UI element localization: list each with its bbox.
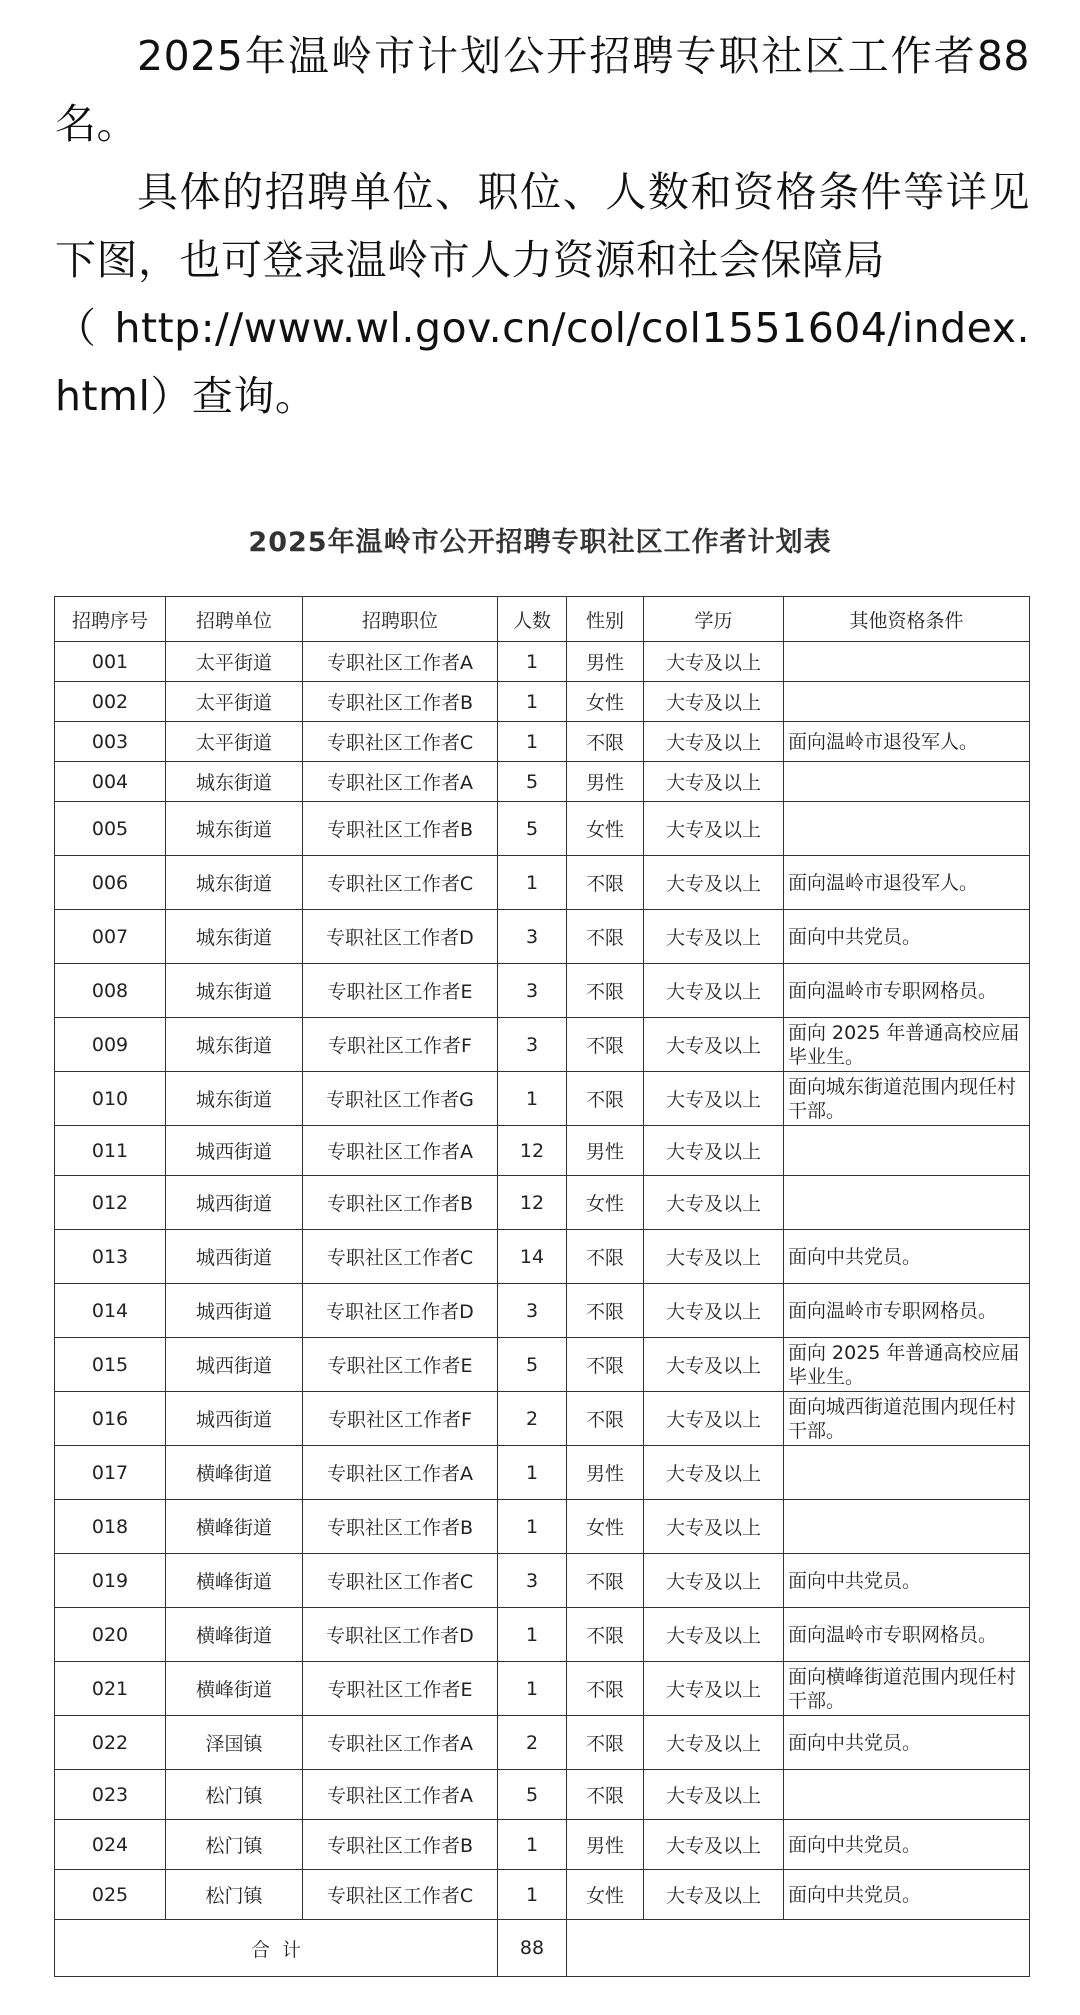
cell-count: 3	[498, 964, 567, 1018]
intro-paragraph-1: 2025年温岭市计划公开招聘专职社区工作者88名。	[55, 32, 1030, 148]
cell-count: 1	[498, 1608, 567, 1662]
header-cell-unit: 招聘单位	[166, 597, 303, 642]
cell-education: 大专及以上	[644, 1230, 784, 1284]
cell-unit: 太平街道	[166, 722, 303, 762]
table-row	[55, 722, 1030, 762]
cell-unit: 横峰街道	[166, 1446, 303, 1500]
intro-paragraph-2-text: 具体的招聘单位、职位、人数和资格条件等详见下图，也可登录温岭市人力资源和社会保障局	[55, 168, 1030, 284]
cell-unit: 横峰街道	[166, 1500, 303, 1554]
cell-other	[784, 802, 1030, 856]
table-row	[55, 1072, 1030, 1126]
cell-unit: 城西街道	[166, 1230, 303, 1284]
cell-unit: 横峰街道	[166, 1662, 303, 1716]
cell-position: 专职社区工作者E	[303, 1662, 498, 1716]
cell-education: 大专及以上	[644, 722, 784, 762]
cell-number: 014	[55, 1284, 166, 1338]
cell-education: 大专及以上	[644, 682, 784, 722]
cell-position: 专职社区工作者D	[303, 1608, 498, 1662]
header-cell-number: 招聘序号	[55, 597, 166, 642]
cell-position: 专职社区工作者F	[303, 1018, 498, 1072]
table-body	[55, 642, 1030, 1920]
cell-gender: 不限	[567, 856, 644, 910]
cell-unit: 城东街道	[166, 910, 303, 964]
header-cell-education: 学历	[644, 597, 784, 642]
cell-other: 面向温岭市专职网格员。	[784, 1284, 1030, 1338]
cell-count: 1	[498, 1072, 567, 1126]
cell-number: 003	[55, 722, 166, 762]
cell-unit: 城西街道	[166, 1284, 303, 1338]
cell-gender: 不限	[567, 722, 644, 762]
cell-unit: 泽国镇	[166, 1716, 303, 1770]
cell-unit: 松门镇	[166, 1820, 303, 1870]
cell-education: 大专及以上	[644, 1554, 784, 1608]
cell-number: 008	[55, 964, 166, 1018]
cell-position: 专职社区工作者C	[303, 1554, 498, 1608]
cell-other: 面向城东街道范围内现任村干部。	[784, 1072, 1030, 1126]
cell-number: 025	[55, 1870, 166, 1920]
cell-number: 020	[55, 1608, 166, 1662]
intro-link-text: （ http://www.wl.gov.cn/col/col1551604/index.html）查询。	[55, 304, 1030, 420]
cell-other	[784, 1446, 1030, 1500]
cell-number: 011	[55, 1126, 166, 1176]
cell-unit: 横峰街道	[166, 1554, 303, 1608]
cell-unit: 城东街道	[166, 856, 303, 910]
cell-count: 14	[498, 1230, 567, 1284]
cell-education: 大专及以上	[644, 1500, 784, 1554]
cell-unit: 城西街道	[166, 1392, 303, 1446]
cell-unit: 城东街道	[166, 1018, 303, 1072]
cell-count: 1	[498, 856, 567, 910]
cell-education: 大专及以上	[644, 1072, 784, 1126]
table-row	[55, 856, 1030, 910]
cell-other: 面向城西街道范围内现任村干部。	[784, 1392, 1030, 1446]
cell-position: 专职社区工作者C	[303, 856, 498, 910]
cell-education: 大专及以上	[644, 910, 784, 964]
cell-number: 002	[55, 682, 166, 722]
cell-education: 大专及以上	[644, 1284, 784, 1338]
cell-count: 2	[498, 1716, 567, 1770]
header-cell-gender: 性别	[567, 597, 644, 642]
cell-education: 大专及以上	[644, 964, 784, 1018]
table-row	[55, 1338, 1030, 1392]
cell-other: 面向中共党员。	[784, 910, 1030, 964]
table-row	[55, 682, 1030, 722]
cell-count: 3	[498, 910, 567, 964]
cell-position: 专职社区工作者E	[303, 1338, 498, 1392]
cell-other	[784, 1770, 1030, 1820]
cell-position: 专职社区工作者D	[303, 910, 498, 964]
table-row	[55, 1392, 1030, 1446]
cell-other	[784, 682, 1030, 722]
recruitment-plan-table	[54, 596, 1030, 1977]
table-row	[55, 1176, 1030, 1230]
cell-count: 1	[498, 1500, 567, 1554]
cell-position: 专职社区工作者A	[303, 1446, 498, 1500]
cell-unit: 太平街道	[166, 642, 303, 682]
cell-position: 专职社区工作者A	[303, 1126, 498, 1176]
cell-gender: 不限	[567, 1716, 644, 1770]
cell-other: 面向温岭市专职网格员。	[784, 964, 1030, 1018]
cell-gender: 女性	[567, 1176, 644, 1230]
cell-position: 专职社区工作者E	[303, 964, 498, 1018]
cell-gender: 不限	[567, 1018, 644, 1072]
cell-number: 004	[55, 762, 166, 802]
cell-education: 大专及以上	[644, 1716, 784, 1770]
intro-paragraph-2	[55, 158, 1030, 294]
cell-unit: 城西街道	[166, 1338, 303, 1392]
table-header-row	[55, 597, 1030, 642]
cell-number: 012	[55, 1176, 166, 1230]
cell-other	[784, 1500, 1030, 1554]
cell-gender: 不限	[567, 1072, 644, 1126]
cell-education: 大专及以上	[644, 1176, 784, 1230]
cell-gender: 不限	[567, 1338, 644, 1392]
intro-text	[55, 22, 1030, 430]
cell-position: 专职社区工作者C	[303, 722, 498, 762]
cell-count: 3	[498, 1554, 567, 1608]
cell-count: 5	[498, 1770, 567, 1820]
cell-education: 大专及以上	[644, 1392, 784, 1446]
table-total-row	[55, 1920, 1030, 1977]
cell-position: 专职社区工作者B	[303, 1176, 498, 1230]
cell-education: 大专及以上	[644, 1770, 784, 1820]
cell-gender: 不限	[567, 1284, 644, 1338]
cell-education: 大专及以上	[644, 1126, 784, 1176]
cell-unit: 松门镇	[166, 1770, 303, 1820]
cell-count: 3	[498, 1284, 567, 1338]
cell-other: 面向横峰街道范围内现任村干部。	[784, 1662, 1030, 1716]
cell-position: 专职社区工作者C	[303, 1870, 498, 1920]
cell-gender: 女性	[567, 682, 644, 722]
table-row	[55, 642, 1030, 682]
table-row	[55, 802, 1030, 856]
header-cell-position: 招聘职位	[303, 597, 498, 642]
cell-position: 专职社区工作者C	[303, 1230, 498, 1284]
cell-other: 面向温岭市专职网格员。	[784, 1608, 1030, 1662]
cell-unit: 城东街道	[166, 802, 303, 856]
cell-number: 015	[55, 1338, 166, 1392]
cell-gender: 男性	[567, 762, 644, 802]
cell-gender: 不限	[567, 1770, 644, 1820]
table-row	[55, 1500, 1030, 1554]
cell-position: 专职社区工作者G	[303, 1072, 498, 1126]
cell-gender: 不限	[567, 1608, 644, 1662]
cell-count: 1	[498, 1446, 567, 1500]
cell-education: 大专及以上	[644, 1446, 784, 1500]
cell-education: 大专及以上	[644, 1870, 784, 1920]
cell-number: 016	[55, 1392, 166, 1446]
cell-other	[784, 1126, 1030, 1176]
cell-number: 019	[55, 1554, 166, 1608]
cell-unit: 松门镇	[166, 1870, 303, 1920]
cell-count: 1	[498, 682, 567, 722]
cell-position: 专职社区工作者D	[303, 1284, 498, 1338]
table-row	[55, 1716, 1030, 1770]
cell-number: 009	[55, 1018, 166, 1072]
table-row	[55, 1284, 1030, 1338]
cell-position: 专职社区工作者A	[303, 642, 498, 682]
cell-number: 001	[55, 642, 166, 682]
cell-other: 面向温岭市退役军人。	[784, 856, 1030, 910]
cell-education: 大专及以上	[644, 1338, 784, 1392]
cell-other: 面向 2025 年普通高校应届毕业生。	[784, 1338, 1030, 1392]
cell-education: 大专及以上	[644, 1662, 784, 1716]
cell-count: 5	[498, 762, 567, 802]
cell-count: 12	[498, 1176, 567, 1230]
cell-other	[784, 762, 1030, 802]
cell-education: 大专及以上	[644, 1018, 784, 1072]
cell-gender: 女性	[567, 1870, 644, 1920]
cell-unit: 太平街道	[166, 682, 303, 722]
cell-unit: 横峰街道	[166, 1608, 303, 1662]
cell-count: 5	[498, 1338, 567, 1392]
cell-position: 专职社区工作者B	[303, 1500, 498, 1554]
cell-gender: 男性	[567, 1126, 644, 1176]
cell-other	[784, 642, 1030, 682]
cell-count: 1	[498, 1870, 567, 1920]
cell-education: 大专及以上	[644, 1608, 784, 1662]
cell-count: 1	[498, 1662, 567, 1716]
table-row	[55, 1554, 1030, 1608]
cell-position: 专职社区工作者B	[303, 802, 498, 856]
table-row	[55, 1870, 1030, 1920]
cell-education: 大专及以上	[644, 856, 784, 910]
cell-gender: 女性	[567, 1500, 644, 1554]
cell-position: 专职社区工作者A	[303, 762, 498, 802]
cell-other	[784, 1176, 1030, 1230]
table-title: 2025年温岭市公开招聘专职社区工作者计划表	[248, 527, 832, 558]
cell-other: 面向中共党员。	[784, 1820, 1030, 1870]
cell-unit: 城东街道	[166, 964, 303, 1018]
cell-position: 专职社区工作者F	[303, 1392, 498, 1446]
cell-gender: 不限	[567, 1662, 644, 1716]
cell-education: 大专及以上	[644, 1820, 784, 1870]
table-row	[55, 1230, 1030, 1284]
table-row	[55, 1018, 1030, 1072]
cell-other: 面向 2025 年普通高校应届毕业生。	[784, 1018, 1030, 1072]
cell-unit: 城东街道	[166, 762, 303, 802]
cell-count: 1	[498, 1820, 567, 1870]
cell-gender: 不限	[567, 1554, 644, 1608]
table-row	[55, 964, 1030, 1018]
cell-other: 面向中共党员。	[784, 1554, 1030, 1608]
cell-gender: 男性	[567, 642, 644, 682]
total-value: 88	[498, 1920, 567, 1977]
cell-education: 大专及以上	[644, 762, 784, 802]
cell-count: 3	[498, 1018, 567, 1072]
cell-count: 5	[498, 802, 567, 856]
cell-other: 面向中共党员。	[784, 1716, 1030, 1770]
table-row	[55, 910, 1030, 964]
cell-unit: 城西街道	[166, 1126, 303, 1176]
cell-other: 面向中共党员。	[784, 1870, 1030, 1920]
cell-gender: 男性	[567, 1820, 644, 1870]
cell-number: 007	[55, 910, 166, 964]
cell-position: 专职社区工作者A	[303, 1770, 498, 1820]
table-row	[55, 1662, 1030, 1716]
total-blank	[567, 1920, 1030, 1977]
cell-position: 专职社区工作者B	[303, 1820, 498, 1870]
cell-position: 专职社区工作者B	[303, 682, 498, 722]
cell-number: 017	[55, 1446, 166, 1500]
cell-count: 1	[498, 722, 567, 762]
table-row	[55, 1126, 1030, 1176]
intro-paragraph-3	[55, 294, 1030, 430]
table-row	[55, 1820, 1030, 1870]
cell-number: 018	[55, 1500, 166, 1554]
cell-gender: 不限	[567, 964, 644, 1018]
table-row	[55, 1446, 1030, 1500]
cell-position: 专职社区工作者A	[303, 1716, 498, 1770]
cell-number: 023	[55, 1770, 166, 1820]
cell-unit: 城西街道	[166, 1176, 303, 1230]
table-row	[55, 762, 1030, 802]
cell-gender: 不限	[567, 1230, 644, 1284]
cell-other: 面向温岭市退役军人。	[784, 722, 1030, 762]
header-cell-count: 人数	[498, 597, 567, 642]
cell-gender: 不限	[567, 910, 644, 964]
table-row	[55, 1770, 1030, 1820]
cell-unit: 城东街道	[166, 1072, 303, 1126]
cell-number: 021	[55, 1662, 166, 1716]
cell-count: 1	[498, 642, 567, 682]
table-row	[55, 1608, 1030, 1662]
cell-number: 022	[55, 1716, 166, 1770]
cell-number: 010	[55, 1072, 166, 1126]
cell-gender: 男性	[567, 1446, 644, 1500]
cell-other: 面向中共党员。	[784, 1230, 1030, 1284]
cell-education: 大专及以上	[644, 802, 784, 856]
cell-number: 024	[55, 1820, 166, 1870]
cell-education: 大专及以上	[644, 642, 784, 682]
total-label: 合 计	[55, 1920, 498, 1977]
cell-gender: 女性	[567, 802, 644, 856]
cell-count: 2	[498, 1392, 567, 1446]
cell-number: 013	[55, 1230, 166, 1284]
cell-number: 006	[55, 856, 166, 910]
header-cell-other: 其他资格条件	[784, 597, 1030, 642]
cell-gender: 不限	[567, 1392, 644, 1446]
cell-count: 12	[498, 1126, 567, 1176]
cell-number: 005	[55, 802, 166, 856]
